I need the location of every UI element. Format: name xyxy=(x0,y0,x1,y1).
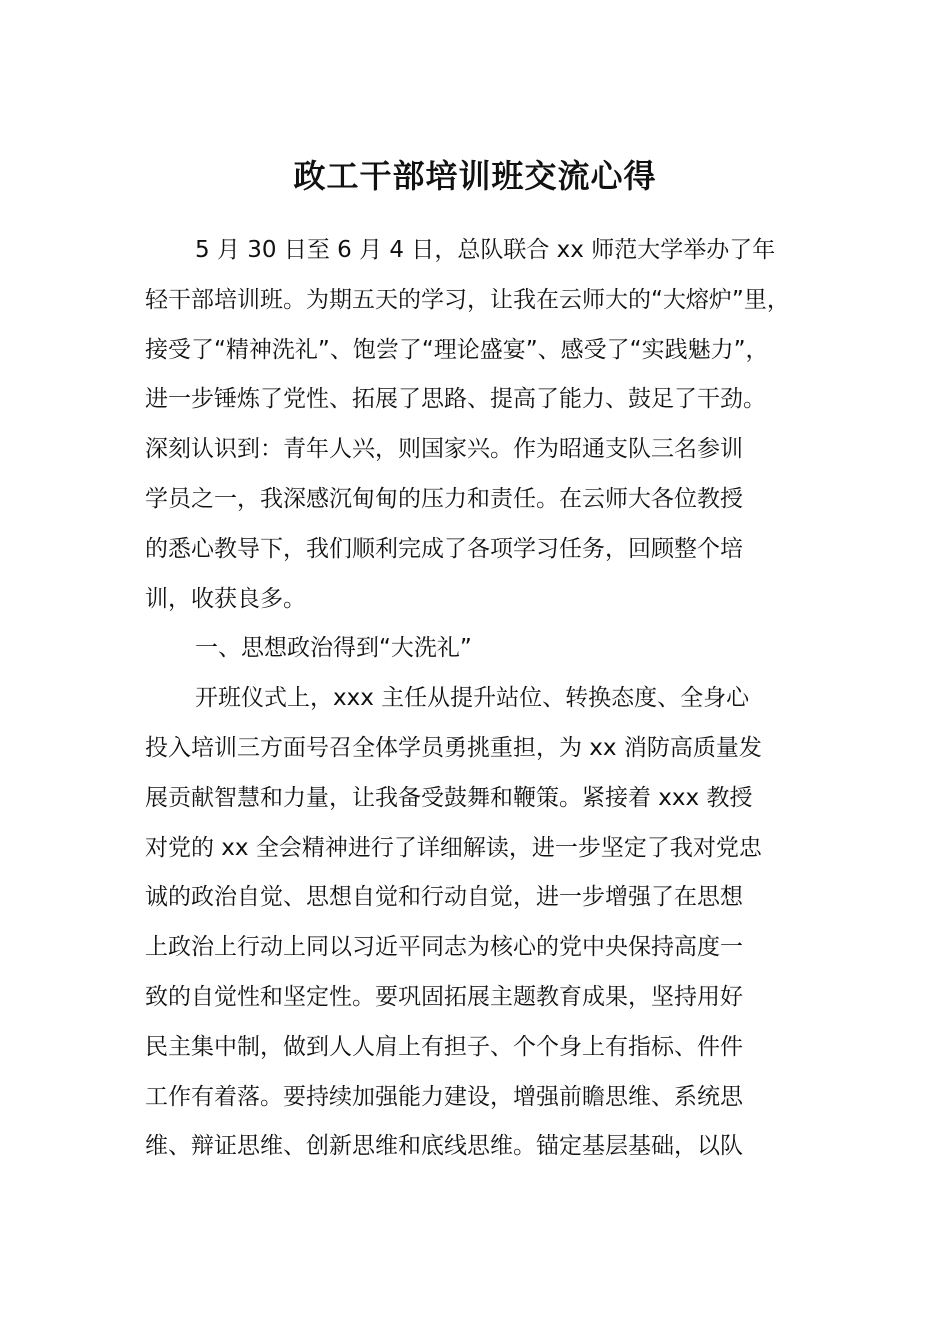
paragraph-line: 轻干部培训班。为期五天的学习，让我在云师大的“大熔炉”里， xyxy=(145,286,790,313)
paragraph-line: 接受了“精神洗礼”、饱尝了“理论盛宴”、感受了“实践魅力”， xyxy=(145,336,769,363)
paragraph-line: 维、辩证思维、创新思维和底线思维。锚定基层基础，以队 xyxy=(145,1133,743,1160)
paragraph-line: 诚的政治自觉、思想自觉和行动自觉，进一步增强了在思想 xyxy=(145,884,743,911)
document-title: 政工干部培训班交流心得 xyxy=(293,157,657,195)
paragraph-line: 民主集中制，做到人人肩上有担子、个个身上有指标、件件 xyxy=(145,1033,743,1060)
paragraph-line: 投入培训三方面号召全体学员勇挑重担，为 xx 消防高质量发 xyxy=(145,734,762,761)
paragraph-line: 学员之一，我深感沉甸甸的压力和责任。在云师大各位教授 xyxy=(145,485,743,512)
paragraph-line: 上政治上行动上同以习近平同志为核心的党中央保持高度一 xyxy=(145,934,743,961)
paragraph-line: 工作有着落。要持续加强能力建设，增强前瞻思维、系统思 xyxy=(145,1083,743,1110)
paragraph-line: 致的自觉性和坚定性。要巩固拓展主题教育成果，坚持用好 xyxy=(145,983,743,1010)
paragraph-line: 展贡献智慧和力量，让我备受鼓舞和鞭策。紧接着 xxx 教授 xyxy=(145,784,753,811)
document-body xyxy=(145,226,845,1172)
paragraph-line: 的悉心教导下，我们顺利完成了各项学习任务，回顾整个培 xyxy=(145,535,743,562)
paragraph-line: 开班仪式上，xxx 主任从提升站位、转换态度、全身心 xyxy=(195,685,750,712)
section-heading: 一、思想政治得到“大洗礼” xyxy=(195,635,472,662)
paragraph-line: 对党的 xx 全会精神进行了详细解读，进一步坚定了我对党忠 xyxy=(145,834,762,861)
paragraph-line: 深刻认识到：青年人兴，则国家兴。作为昭通支队三名参训 xyxy=(145,436,743,463)
paragraph-line: 训，收获良多。 xyxy=(145,585,306,612)
paragraph-line: 进一步锤炼了党性、拓展了思路、提高了能力、鼓足了干劲。 xyxy=(145,386,766,413)
paragraph-line: 5 月 30 日至 6 月 4 日，总队联合 xx 师范大学举办了年 xyxy=(195,237,776,263)
